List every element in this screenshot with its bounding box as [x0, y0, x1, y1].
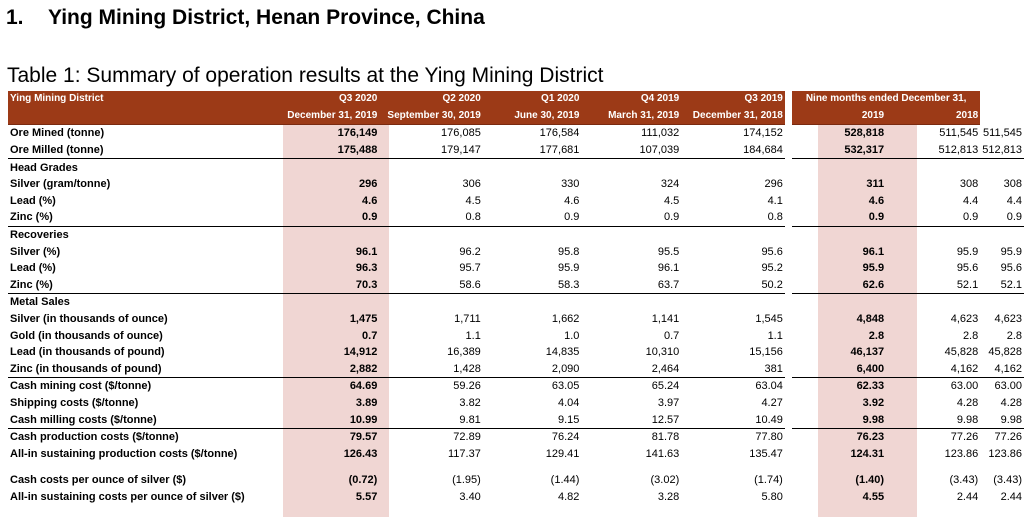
value-cell: 512,813 [982, 144, 1022, 157]
value-cell: 0.9 [1006, 211, 1022, 224]
header-nine-months: Nine months ended December 31, [792, 91, 980, 108]
table-row [8, 472, 1024, 489]
value-cell: 174,152 [743, 127, 783, 140]
value-cell [886, 226, 980, 243]
gap-cell [785, 226, 792, 243]
value-cell: 3.28 [657, 490, 680, 503]
value-cell: 95.5 [657, 245, 680, 258]
value-cell: 0.9 [962, 211, 979, 224]
header-quarter-date: March 31, 2019 [581, 108, 681, 125]
value-cell: 95.9 [956, 245, 979, 258]
row-label: Ore Milled (tonne) [10, 144, 104, 157]
header-district-label: Ying Mining District [8, 91, 276, 108]
value-cell: 15,156 [749, 346, 783, 359]
value-cell: 3.40 [459, 490, 481, 503]
header-quarter-date: June 30, 2019 [483, 108, 582, 125]
value-cell: 9.98 [956, 413, 979, 426]
value-cell: 4.1 [767, 194, 783, 207]
gap-cell [785, 445, 792, 462]
value-cell [483, 226, 582, 243]
row-label: All-in sustaining production costs ($/tonne) [10, 447, 238, 460]
value-cell [886, 159, 980, 176]
row-label: Lead (%) [10, 262, 56, 275]
value-cell: 14,912 [343, 346, 378, 359]
table-row [8, 176, 1024, 193]
table-row [8, 361, 1024, 378]
gap-cell [785, 294, 792, 311]
value-cell: 3.92 [862, 396, 885, 409]
value-cell: 4.27 [761, 396, 783, 409]
value-cell [276, 294, 380, 311]
value-cell: 129.41 [545, 447, 580, 460]
value-cell: 0.9 [868, 211, 885, 224]
value-cell: 95.9 [558, 262, 580, 275]
row-label: Silver (gram/tonne) [10, 178, 111, 191]
value-cell: 0.7 [362, 329, 378, 342]
value-cell: 1.1 [465, 329, 481, 342]
value-cell: 124.31 [850, 447, 885, 460]
gap-cell [785, 277, 792, 294]
row-label: Ore Mined (tonne) [10, 127, 105, 140]
table-caption: Table 1: Summary of operation results at the Ying Mining District [7, 64, 604, 87]
section-header-row [8, 226, 1024, 243]
value-cell: 76.23 [792, 428, 886, 445]
value-cell: (3.43) [993, 474, 1022, 487]
value-cell [379, 159, 482, 176]
value-cell: 308 [1003, 178, 1022, 191]
value-cell: 95.8 [558, 245, 580, 258]
value-cell: 2,090 [551, 362, 580, 375]
header-quarter: Q2 2020 [379, 91, 482, 108]
row-label: Silver (%) [10, 245, 61, 258]
value-cell [276, 226, 380, 243]
gap-cell [785, 209, 792, 226]
row-label: Zinc (%) [10, 211, 53, 224]
value-cell: 126.43 [343, 447, 378, 460]
gap-cell [785, 378, 792, 395]
value-cell: 64.69 [276, 378, 380, 395]
value-cell: 96.3 [355, 262, 378, 275]
value-cell: 45,828 [988, 346, 1022, 359]
header-gap [785, 91, 792, 108]
header-row-dates [8, 108, 1024, 125]
value-cell: 381 [764, 362, 783, 375]
value-cell [379, 226, 482, 243]
value-cell [581, 159, 681, 176]
value-cell: 95.6 [956, 262, 979, 275]
value-cell: 4.6 [868, 194, 885, 207]
gap-cell [785, 159, 792, 176]
value-cell: 10,310 [645, 346, 680, 359]
value-cell: 96.2 [459, 245, 481, 258]
table-row [8, 243, 1024, 260]
value-cell: 3.97 [657, 396, 680, 409]
value-cell: 1,141 [651, 313, 680, 326]
value-cell: 9.98 [862, 413, 885, 426]
value-cell: 117.37 [447, 447, 481, 460]
value-cell: 0.8 [465, 211, 481, 224]
row-label: Shipping costs ($/tonne) [10, 396, 139, 409]
section-header-row [8, 294, 1024, 311]
value-cell: 511,545 [939, 127, 979, 140]
gap-cell [785, 176, 792, 193]
value-cell: 77.26 [980, 428, 1024, 445]
value-cell: 4,623 [950, 313, 979, 326]
value-cell [792, 159, 886, 176]
value-cell [980, 159, 1024, 176]
value-cell: 308 [959, 178, 979, 191]
value-cell: 1,545 [755, 313, 783, 326]
value-cell: 1,428 [453, 362, 481, 375]
value-cell [379, 294, 482, 311]
value-cell: 176,584 [539, 127, 580, 140]
value-cell: (1.40) [855, 474, 885, 487]
spacer-cell [581, 462, 681, 472]
value-cell: 184,684 [743, 144, 783, 157]
value-cell: 52.1 [956, 278, 979, 291]
table-row [8, 428, 1024, 445]
gap-cell [785, 193, 792, 210]
value-cell: 111,032 [641, 127, 680, 140]
value-cell: 16,389 [447, 346, 481, 359]
section-label: Metal Sales [8, 294, 276, 311]
value-cell: 2.44 [1000, 490, 1022, 503]
value-cell: 52.1 [1000, 278, 1022, 291]
value-cell: 77.26 [886, 428, 980, 445]
value-cell: 77.80 [681, 428, 785, 445]
row-label: Lead (%) [10, 194, 56, 207]
header-quarter: Q1 2020 [483, 91, 582, 108]
value-cell: 4,162 [994, 362, 1022, 375]
value-cell: 59.26 [379, 378, 482, 395]
value-cell: 14,835 [545, 346, 580, 359]
spacer-row [8, 462, 1024, 472]
value-cell: 176,149 [337, 127, 378, 140]
row-label: Zinc (in thousands of pound) [10, 362, 162, 375]
value-cell: 62.33 [792, 378, 886, 395]
header-year: 2018 [886, 108, 980, 125]
value-cell: 3.82 [459, 396, 481, 409]
value-cell: 1.1 [767, 329, 783, 342]
operations-summary-table [8, 91, 1024, 505]
value-cell [581, 294, 681, 311]
spacer-cell [483, 462, 582, 472]
value-cell: 135.47 [749, 447, 783, 460]
gap-cell [785, 311, 792, 328]
value-cell: 9.98 [1000, 413, 1022, 426]
row-label: Cash production costs ($/tonne) [8, 428, 276, 445]
value-cell: 4,162 [950, 362, 979, 375]
value-cell: 512,813 [938, 144, 979, 157]
header-year: 2019 [792, 108, 886, 125]
section-header-row [8, 159, 1024, 176]
table-row [8, 311, 1024, 328]
value-cell [980, 226, 1024, 243]
value-cell: 4.4 [962, 194, 979, 207]
table-row [8, 125, 1024, 142]
spacer-cell [792, 462, 886, 472]
value-cell [681, 294, 785, 311]
value-cell: 96.1 [355, 245, 378, 258]
value-cell: 63.04 [681, 378, 785, 395]
value-cell: 6,400 [856, 362, 885, 375]
value-cell: 9.81 [459, 413, 481, 426]
value-cell: 45,828 [944, 346, 979, 359]
section-label: Head Grades [8, 159, 276, 176]
table-row [8, 489, 1024, 506]
value-cell: 10.49 [755, 413, 783, 426]
table-body [8, 125, 1024, 506]
table-row [8, 344, 1024, 361]
table-row [8, 445, 1024, 462]
gap-cell [785, 472, 792, 489]
value-cell: 0.8 [767, 211, 783, 224]
spacer-cell [886, 462, 980, 472]
value-cell: 72.89 [379, 428, 482, 445]
value-cell: 95.9 [862, 262, 885, 275]
value-cell: (3.02) [650, 474, 680, 487]
value-cell: 311 [866, 178, 885, 191]
value-cell: 2.8 [962, 329, 979, 342]
value-cell: 76.24 [483, 428, 582, 445]
table-row [8, 277, 1024, 294]
value-cell: 95.2 [761, 262, 783, 275]
value-cell: 46,137 [850, 346, 885, 359]
gap-cell [785, 411, 792, 428]
gap-cell [785, 243, 792, 260]
value-cell: 95.9 [1000, 245, 1022, 258]
value-cell: 96.1 [862, 245, 885, 258]
value-cell: 324 [660, 178, 680, 191]
header-blank [8, 108, 276, 125]
row-label: Lead (in thousands of pound) [10, 346, 165, 359]
table-row [8, 411, 1024, 428]
row-label: Zinc (%) [10, 278, 53, 291]
value-cell: 1,475 [349, 313, 378, 326]
value-cell: 12.57 [651, 413, 680, 426]
value-cell: 96.1 [657, 262, 680, 275]
value-cell: (1.44) [550, 474, 580, 487]
value-cell: 1.0 [564, 329, 580, 342]
gap-cell [785, 327, 792, 344]
value-cell: 4.82 [558, 490, 580, 503]
value-cell: 3.89 [355, 396, 378, 409]
value-cell: 4,848 [856, 313, 885, 326]
gap-cell [785, 260, 792, 277]
value-cell: 63.00 [886, 378, 980, 395]
value-cell: 179,147 [441, 144, 481, 157]
table-row [8, 395, 1024, 412]
value-cell: (1.95) [452, 474, 481, 487]
value-cell: 9.15 [558, 413, 580, 426]
value-cell: 330 [561, 178, 580, 191]
value-cell: 1,662 [551, 313, 580, 326]
value-cell: 0.9 [362, 211, 378, 224]
header-gap [785, 108, 792, 125]
value-cell: 63.7 [657, 278, 680, 291]
header-quarter: Q4 2019 [581, 91, 681, 108]
value-cell: 0.9 [663, 211, 680, 224]
spacer-cell [276, 462, 380, 472]
value-cell [681, 226, 785, 243]
table-row [8, 142, 1024, 159]
value-cell: 79.57 [276, 428, 380, 445]
gap-cell [785, 428, 792, 445]
value-cell: 123.86 [988, 447, 1022, 460]
value-cell: 1,711 [454, 313, 481, 326]
value-cell [483, 159, 582, 176]
value-cell: 65.24 [581, 378, 681, 395]
value-cell: 2.44 [956, 490, 979, 503]
table-row [8, 209, 1024, 226]
gap-cell [785, 361, 792, 378]
value-cell: 4.6 [362, 194, 378, 207]
section-number: 1. [6, 6, 24, 29]
row-label: Gold (in thousands of ounce) [10, 329, 163, 342]
value-cell: 107,039 [639, 144, 680, 157]
section-heading [6, 6, 485, 30]
value-cell: 2,882 [349, 362, 378, 375]
table-row [8, 260, 1024, 277]
table-row [8, 193, 1024, 210]
value-cell: 175,488 [337, 144, 378, 157]
value-cell: 0.9 [564, 211, 580, 224]
row-label: Silver (in thousands of ounce) [10, 313, 168, 326]
value-cell: 5.57 [355, 490, 378, 503]
value-cell: (3.43) [949, 474, 979, 487]
table-row [8, 378, 1024, 395]
section-label: Recoveries [8, 226, 276, 243]
value-cell [681, 159, 785, 176]
value-cell: 81.78 [581, 428, 681, 445]
gap-cell [785, 489, 792, 506]
value-cell: 528,818 [844, 127, 885, 140]
spacer-cell [379, 462, 482, 472]
value-cell: 70.3 [355, 278, 378, 291]
value-cell: (0.72) [348, 474, 378, 487]
value-cell [276, 159, 380, 176]
value-cell: 2.8 [1006, 329, 1022, 342]
gap-cell [785, 125, 792, 142]
value-cell: 532,317 [844, 144, 885, 157]
value-cell [886, 294, 980, 311]
value-cell: 10.99 [349, 413, 378, 426]
value-cell: 296 [358, 178, 378, 191]
value-cell: 176,085 [441, 127, 481, 140]
spacer-cell [681, 462, 785, 472]
header-quarter-date: December 31, 2019 [276, 108, 380, 125]
value-cell: 123.86 [944, 447, 979, 460]
value-cell: 141.63 [645, 447, 680, 460]
value-cell: 2,464 [651, 362, 680, 375]
value-cell: 4,623 [994, 313, 1022, 326]
value-cell: 4.55 [862, 490, 885, 503]
gap-cell [785, 142, 792, 159]
table-row [8, 327, 1024, 344]
value-cell: (1.74) [754, 474, 783, 487]
value-cell: 511,545 [983, 127, 1022, 140]
gap-cell [785, 395, 792, 412]
value-cell: 4.5 [663, 194, 680, 207]
value-cell [980, 294, 1024, 311]
value-cell: 4.28 [1000, 396, 1022, 409]
value-cell: 50.2 [761, 278, 783, 291]
value-cell [792, 226, 886, 243]
row-label: Cash mining cost ($/tonne) [8, 378, 276, 395]
value-cell: 58.3 [558, 278, 580, 291]
value-cell [792, 294, 886, 311]
value-cell: 58.6 [459, 278, 481, 291]
value-cell: 95.7 [459, 262, 481, 275]
value-cell: 296 [764, 178, 783, 191]
value-cell: 63.05 [483, 378, 582, 395]
value-cell: 63.00 [980, 378, 1024, 395]
spacer-cell [785, 462, 792, 472]
value-cell: 95.6 [761, 245, 783, 258]
value-cell: 4.4 [1006, 194, 1022, 207]
value-cell: 177,681 [539, 144, 580, 157]
header-quarter-date: December 31, 2018 [681, 108, 785, 125]
header-row-quarters [8, 91, 1024, 108]
row-label: All-in sustaining costs per ounce of silver ($) [10, 490, 245, 503]
value-cell: 4.28 [956, 396, 979, 409]
row-label: Cash costs per ounce of silver ($) [10, 474, 187, 487]
header-quarter-date: September 30, 2019 [379, 108, 482, 125]
value-cell: 4.5 [465, 194, 481, 207]
value-cell: 2.8 [868, 329, 885, 342]
header-quarter: Q3 2020 [276, 91, 380, 108]
value-cell: 5.80 [761, 490, 783, 503]
spacer-cell [8, 462, 276, 472]
value-cell: 95.6 [1000, 262, 1022, 275]
value-cell [581, 226, 681, 243]
value-cell: 4.04 [558, 396, 580, 409]
row-label: Cash milling costs ($/tonne) [10, 413, 157, 426]
value-cell [483, 294, 582, 311]
header-quarter: Q3 2019 [681, 91, 785, 108]
value-cell: 306 [462, 178, 481, 191]
value-cell: 4.6 [564, 194, 580, 207]
section-title-text: Ying Mining District, Henan Province, China [48, 6, 485, 29]
gap-cell [785, 344, 792, 361]
value-cell: 62.6 [862, 278, 885, 291]
value-cell: 0.7 [663, 329, 680, 342]
